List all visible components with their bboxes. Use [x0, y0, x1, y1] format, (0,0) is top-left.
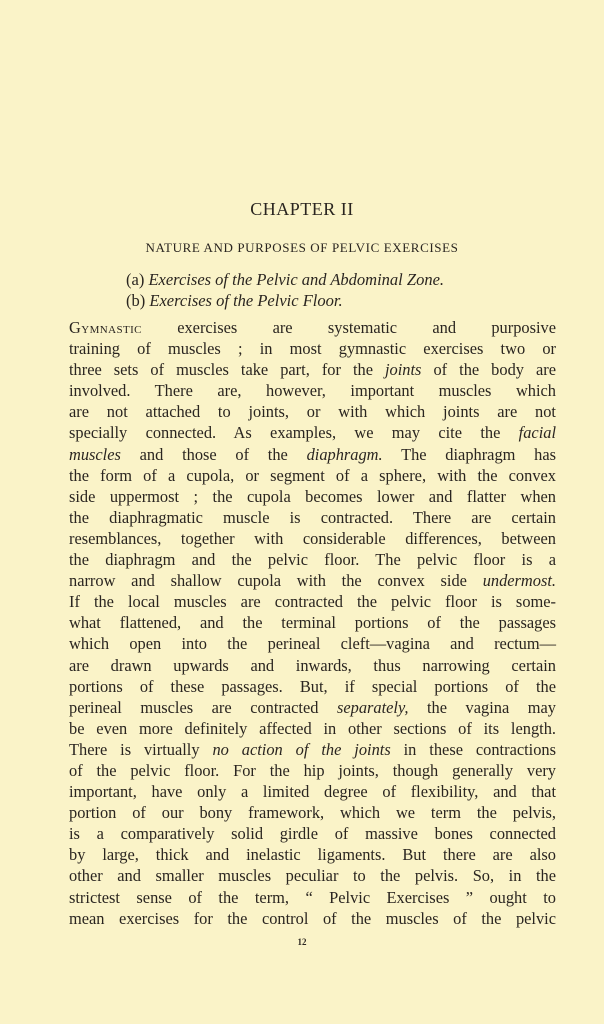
text-run: specially connected. As examples, we may cite the [69, 423, 519, 443]
italic-text: facial [518, 423, 556, 443]
text-run: resemblances, together with considerable differences, between [69, 528, 556, 548]
outline-text: Exercises of the Pelvic and Abdominal Zone. [148, 270, 445, 289]
text-line [69, 865, 556, 886]
italic-text: muscles [69, 444, 121, 464]
text-run: involved. There are, however, important muscles which [69, 381, 556, 401]
chapter-subtitle: NATURE AND PURPOSES OF PELVIC EXERCISES [145, 240, 459, 255]
outline-text: Exercises of the Pelvic Floor. [149, 291, 343, 310]
text-run: mean exercises for the control of the muscles of the pelvic [69, 908, 556, 928]
text-run: portion of our bony framework, which we term the pelvis, [69, 803, 556, 823]
italic-text: diaphragm. [306, 444, 383, 464]
text-run: are not attached to joints, or with which joints are not [69, 402, 556, 422]
outline-marker: (b) [126, 291, 146, 310]
text-run: three sets of muscles take part, for the [69, 360, 385, 380]
text-run: portions of these passages. But, if special portions of the [69, 676, 556, 696]
text-run: training of muscles ; in most gymnastic exercises two or [69, 339, 556, 359]
text-run: narrow and shallow cupola with the convex side [69, 571, 483, 591]
text-run: of the pelvic floor. For the hip joints, though generally very [69, 760, 556, 780]
outline-item-b [126, 290, 444, 311]
text-line [69, 908, 556, 929]
text-line [69, 844, 556, 865]
text-run: If the local muscles are contracted the pelvic floor is some- [69, 592, 556, 612]
text-run: of the body are [421, 360, 556, 380]
text-run: important, have only a limited degree of flexibility, and that [69, 782, 556, 802]
text-line [69, 338, 556, 359]
text-line [69, 676, 556, 697]
text-run: is a comparatively solid girdle of massive bones connected [69, 824, 556, 844]
text-line [69, 823, 556, 844]
text-line [69, 507, 556, 528]
text-line [69, 401, 556, 422]
chapter-heading: CHAPTER II [250, 199, 354, 219]
text-line [69, 591, 556, 612]
text-run: exercises are systematic and purposive [141, 318, 556, 337]
text-run: are drawn upwards and inwards, thus narrowing certain [69, 655, 556, 675]
text-line [69, 380, 556, 401]
text-run: be even more definitely affected in other sections of its length. [69, 718, 556, 738]
text-line [69, 781, 556, 802]
text-run: which open into the perineal cleft—vagina and rectum— [69, 634, 556, 654]
outline-item-a [126, 269, 444, 290]
text-line [69, 465, 556, 486]
text-line [69, 317, 556, 338]
text-run: and those of the [120, 444, 307, 464]
text-run: strictest sense of the term, “ Pelvic Exercises ” ought to [69, 887, 556, 907]
chapter-outline [126, 269, 444, 311]
text-run: the diaphragmatic muscle is contracted. There are certain [69, 507, 556, 527]
text-run: side uppermost ; the cupola becomes lower and flatter when [69, 486, 556, 506]
text-line [69, 718, 556, 739]
text-line [69, 444, 556, 465]
text-line [69, 802, 556, 823]
text-run: the diaphragm and the pelvic floor. The pelvic floor is a [69, 550, 556, 570]
body-paragraph [69, 317, 556, 929]
text-line [69, 739, 556, 760]
text-line [69, 570, 556, 591]
text-line [69, 697, 556, 718]
text-run: the form of a cupola, or segment of a sphere, with the convex [69, 465, 556, 485]
text-run: The diaphragm has [382, 444, 556, 464]
text-run: the vagina may [408, 697, 556, 717]
text-line [69, 528, 556, 549]
text-line [69, 359, 556, 380]
text-line [69, 633, 556, 654]
text-run: other and smaller muscles peculiar to the pelvis. So, in the [69, 866, 556, 886]
text-line [69, 760, 556, 781]
text-line [69, 887, 556, 908]
italic-text: no action of the joints [212, 739, 391, 759]
italic-text: separately, [336, 697, 409, 717]
italic-text: joints [385, 360, 422, 380]
text-run: perineal muscles are contracted [69, 697, 337, 717]
text-line [69, 486, 556, 507]
text-run: what flattened, and the terminal portions of the passages [69, 613, 556, 633]
text-run: by large, thick and inelastic ligaments. But there are also [69, 845, 556, 865]
text-line [69, 655, 556, 676]
text-line [69, 612, 556, 633]
page-number: 12 [297, 937, 307, 947]
italic-text: undermost. [482, 571, 556, 591]
text-run: There is virtually [69, 739, 213, 759]
text-line [69, 549, 556, 570]
text-line [69, 422, 556, 443]
text-run: in these contractions [390, 739, 556, 759]
outline-marker: (a) [126, 270, 145, 289]
lead-word: Gymnastic [69, 318, 142, 337]
